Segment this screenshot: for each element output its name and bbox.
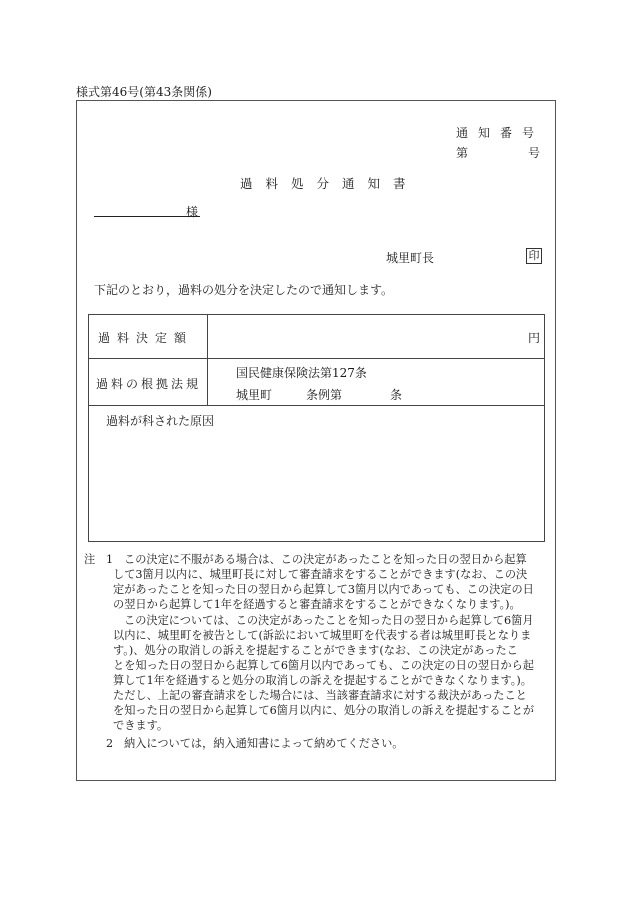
basis-law: 国民健康保険法第127条 <box>236 366 367 380</box>
note-1-line: 定があったことを知った日の翌日から起算して3箇月以内であっても、この決定の日 <box>113 583 534 596</box>
notice-number-prefix: 第 <box>456 146 469 160</box>
amount-label: 過料決定額 <box>98 331 194 345</box>
reason-label: 過料が科された原因 <box>106 414 215 428</box>
table-divider <box>89 358 544 359</box>
basis-town: 城里町 <box>236 388 273 402</box>
note-1-line: 算して1年を経過すると処分の取消しの訴えを提起することができなくなります。)。 <box>113 674 532 687</box>
note-2-text: 納入については，納入通知書によって納めてください。 <box>124 737 404 750</box>
basis-article: 条 <box>390 388 403 402</box>
note-1-line: の翌日から起算して1年を経過すると審査請求をすることができなくなります。)。 <box>113 598 521 611</box>
note-1-line: とを知った日の翌日から起算して6箇月以内であっても、この決定の日の翌日から起 <box>113 659 534 672</box>
issuer-name: 城里町長 <box>386 251 435 265</box>
notes-marker: 注 <box>84 553 96 566</box>
addressee-suffix: 様 <box>186 205 199 219</box>
basis-label: 過料の根拠法規 <box>96 377 202 391</box>
notice-number-label: 通知番号 <box>456 126 545 140</box>
document-title: 過料処分通知書 <box>240 176 419 191</box>
note-1-line: を知った日の翌日から起算して6箇月以内に、処分の取消しの訴えを提起することが <box>113 704 535 717</box>
note-1-number: 1 <box>106 553 114 566</box>
table-column-divider <box>207 315 208 405</box>
note-1-line: す。)、処分の取消しの訴えを提起することができます(なお、この決定があったこ <box>113 644 518 657</box>
note-1-line: この決定に不服がある場合は、この決定があったことを知った日の翌日から起算 <box>124 553 527 566</box>
note-1-line: ただし、上記の審査請求をした場合には、当該審査請求に対する裁決があったこと <box>113 689 527 702</box>
seal-mark: 印 <box>526 248 542 264</box>
table-divider <box>89 405 544 406</box>
note-1-line: できます。 <box>113 719 169 732</box>
amount-unit: 円 <box>528 331 541 345</box>
notice-number-suffix: 号 <box>528 146 541 160</box>
note-2-number: 2 <box>106 737 114 750</box>
basis-ordinance: 条例第 <box>306 388 343 402</box>
note-1-line: 以内に、城里町を被告として(訴訟において城里町を代表する者は城里町長となりま <box>113 629 532 642</box>
addressee-line <box>94 216 200 217</box>
form-number-label: 様式第46号(第43条関係) <box>76 85 212 99</box>
note-1-line: この決定については、この決定があったことを知った日の翌日から起算して6箇月 <box>124 614 534 627</box>
note-1-line: して3箇月以内に、城里町長に対して審査請求をすることができます(なお、この決 <box>113 568 528 581</box>
intro-text: 下記のとおり，過料の処分を決定したので通知します。 <box>94 283 394 297</box>
